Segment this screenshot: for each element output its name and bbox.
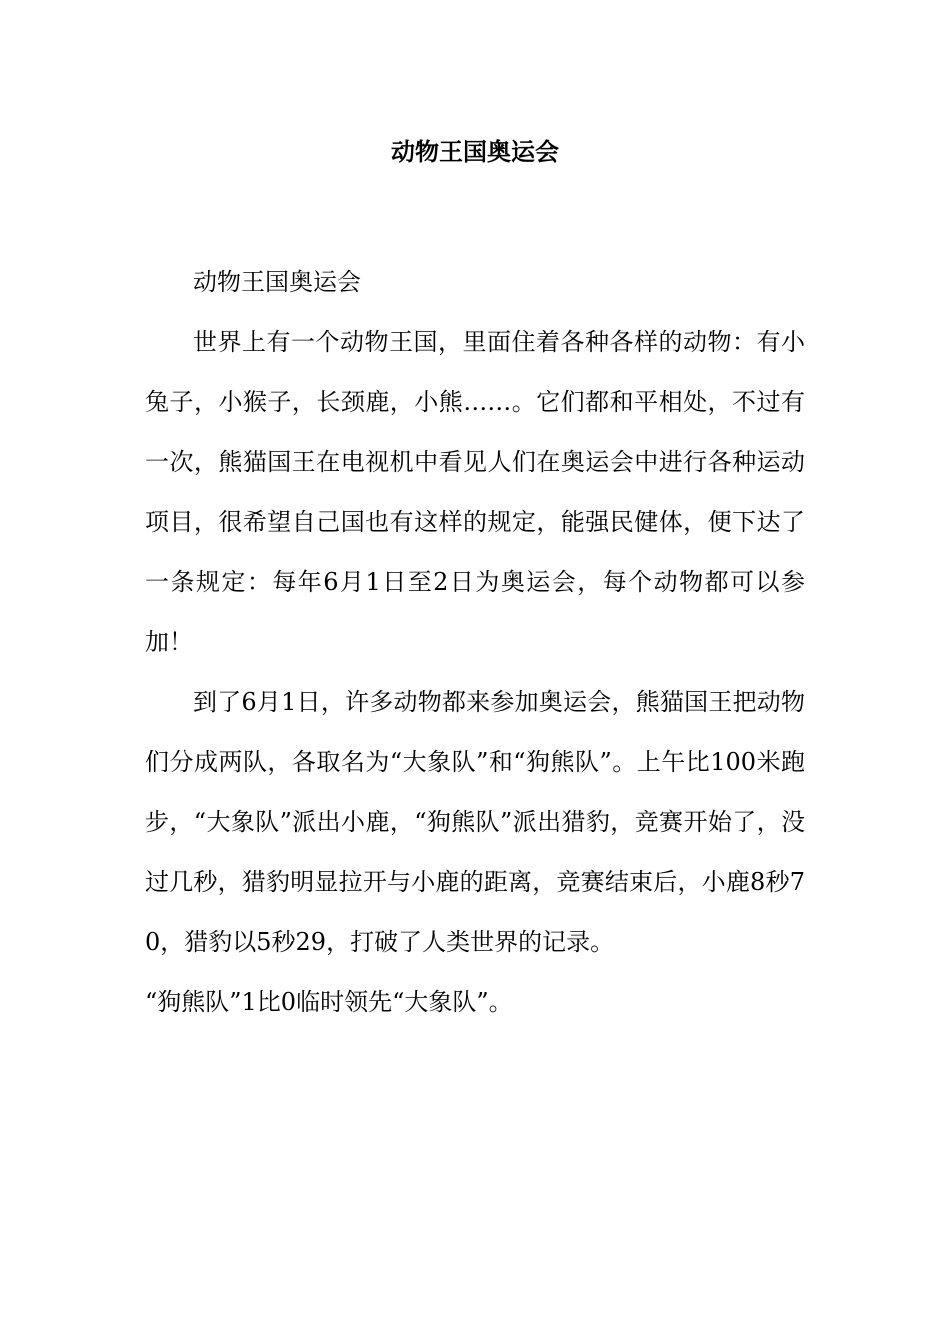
document-body	[145, 252, 805, 1032]
paragraph: “狗熊队”1比0临时领先“大象队”。	[145, 988, 513, 1016]
paragraph: 到了6月1日，许多动物都来参加奥运会，熊猫国王把动物们分成两队，各取名为“大象队”和“狗熊队”。上午比100米跑步，“大象队”派出小鹿，“狗熊队”派出猎豹，竞赛开始了，没过几秒，猎豹明显拉开与小鹿的距离，竞赛结束后，小鹿8秒70，猎豹以5秒29，打破了人类世界的记录。	[145, 688, 805, 956]
paragraph: 世界上有一个动物王国，里面住着各种各样的动物：有小兔子，小猴子，长颈鹿，小熊……。它们都和平相处，不过有一次，熊猫国王在电视机中看见人们在奥运会中进行各种运动项目，很希望自己国也有这样的规定，能强民健体，便下达了一条规定：每年6月1日至2日为奥运会，每个动物都可以参加！	[145, 328, 805, 656]
paragraph-heading: 动物王国奥运会	[193, 268, 361, 296]
document-title: 动物王国奥运会	[391, 137, 559, 166]
